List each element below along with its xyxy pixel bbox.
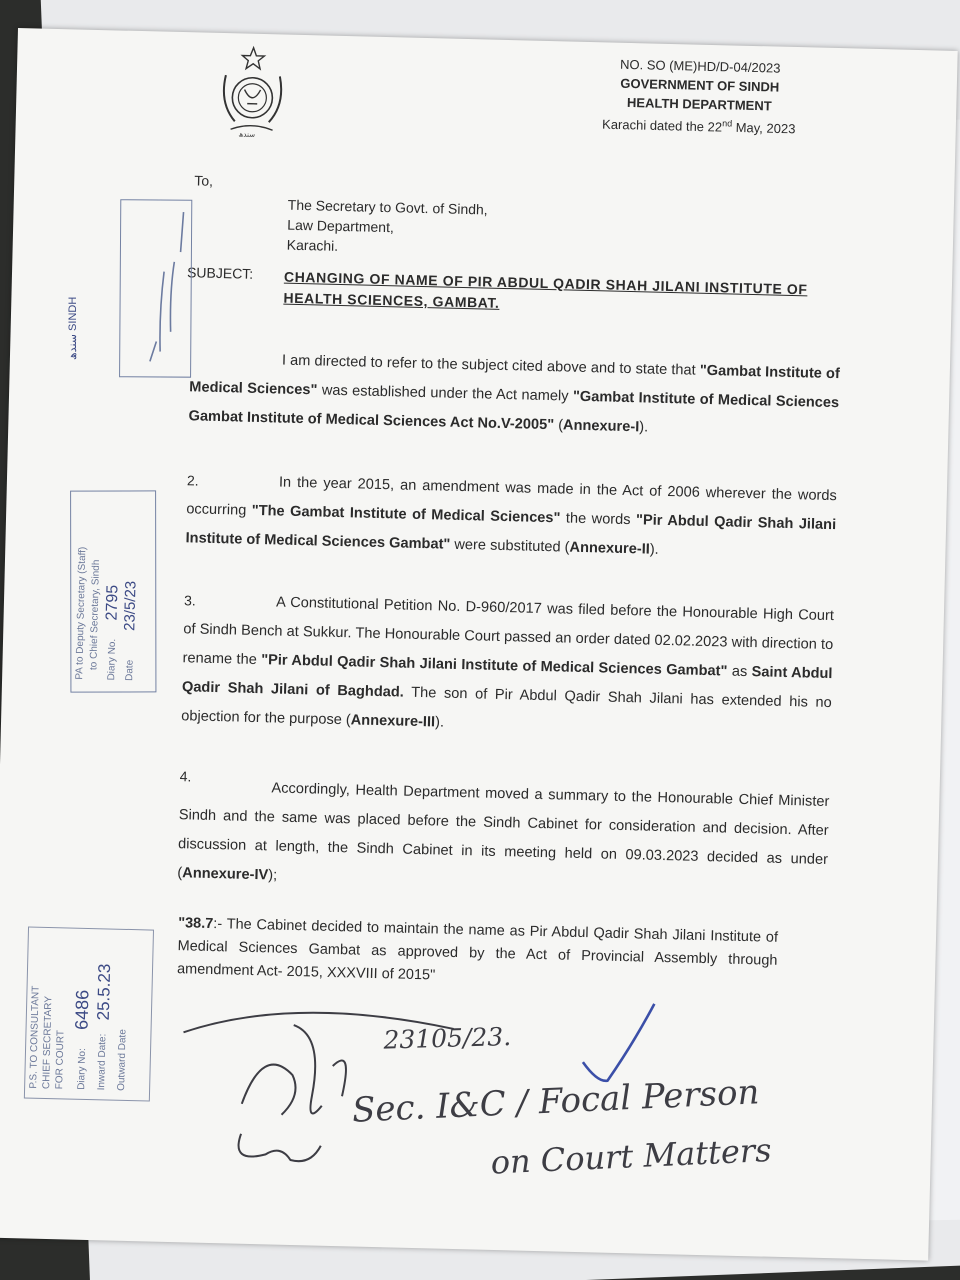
signature-scribble <box>0 28 958 1261</box>
subject-label: SUBJECT: <box>186 264 254 282</box>
to-label: To, <box>194 172 214 189</box>
cabinet-decision-quote: "38.7:- The Cabinet decided to maintain the name as Pir Abdul Qadir Shah Jilani Institute of Medical Sciences Gambat as approved by the Act of Provincial Assembly through amendment Act- 2015, XXXVIII of 2015" <box>176 915 779 984</box>
paragraph-3-number: 3. <box>183 592 196 609</box>
letter-page <box>0 28 958 1261</box>
deputy-secretary-stamp-line2: to Chief Secretary, Sindh <box>88 559 103 671</box>
consultant-diary-label: Diary No: <box>76 1048 89 1091</box>
paragraph-2: In the year 2015, an amendment was made in the Act of 2006 wherever the words occurring "The Gambat Institute of Medical Sciences" the words "Pir Abdul Qadir Shah Jilani Institute of Medical Sciences Gambat" were substituted (Annexure-II). <box>185 474 838 558</box>
consultant-stamp-line3: FOR COURT <box>54 1029 67 1090</box>
paragraph-1: I am directed to refer to the subject cited above and to state that "Gambat Institute of Medical Sciences" was established under the Act namely "Gambat Institute of Medical Sciences Gambat Institute of Medical Sciences Act No.V-2005" (Annexure-I). <box>188 352 840 436</box>
deputy-secretary-date-label: Date <box>124 659 136 682</box>
department-title: HEALTH DEPARTMENT <box>626 94 772 114</box>
consultant-outward-label: Outward Date <box>116 1029 129 1091</box>
checkmark-icon <box>582 1002 654 1082</box>
paragraph-4-number: 4. <box>179 768 192 785</box>
handwritten-note-line2: on Court Matters <box>489 1130 773 1182</box>
deputy-secretary-date-value: 23/5/23 <box>121 580 140 632</box>
deputy-secretary-stamp-line1: PA to Deputy Secretary (Staff) <box>74 546 89 680</box>
letter-date: Karachi dated the 22nd May, 2023 <box>601 116 796 137</box>
consultant-stamp-line2: CHIEF SECRETARY <box>41 995 55 1090</box>
government-title: GOVERNMENT OF SINDH <box>620 75 780 95</box>
side-stamp-fragment: سندھ SINDH <box>67 296 79 360</box>
addressee-line: Karachi. <box>286 236 339 254</box>
subject-text: CHANGING OF NAME OF PIR ABDUL QADIR SHAH JILANI INSTITUTE OF HEALTH SCIENCES, GAMBAT. <box>283 268 808 311</box>
consultant-diary-value: 6486 <box>71 989 93 1031</box>
consultant-inward-label: Inward Date: <box>96 1033 109 1091</box>
reference-number: NO. SO (ME)HD/D-04/2023 <box>619 56 781 76</box>
addressee-line: Law Department, <box>287 216 395 236</box>
deputy-secretary-diary-value: 2795 <box>103 584 122 621</box>
paragraph-3: A Constitutional Petition No. D-960/2017 was filed before the Honourable High Court of Sindh Bench at Sukkur. The Honourable Court passed an order dated 02.02.2023 with direction to rename the "Pir Abdul Qadir Shah Jilani Institute of Medical Sciences Gambat" as Saint Abdul Qadir Shah Jilani of Baghdad. The son of Pir Abdul Qadir Shah Jilani has extended his no objection for the purpose (Annexure-III). <box>181 594 835 731</box>
handwritten-note-line1: Sec. I&C / Focal Person <box>351 1072 761 1131</box>
paragraph-2-number: 2. <box>186 472 199 489</box>
addressee-line: The Secretary to Govt. of Sindh, <box>287 196 488 218</box>
svg-text:سندھ: سندھ <box>238 130 256 139</box>
paragraph-4: Accordingly, Health Department moved a summary to the Honourable Chief Minister Sindh and the same was placed before the Sindh Cabinet for consideration and decision. After discussion at length, the Sindh Cabinet in its meeting held on 09.03.2023 decided as under (Annexure-IV); <box>177 780 830 884</box>
deputy-secretary-diary-label: Diary No. <box>106 638 119 681</box>
handwritten-date: 23105/23. <box>383 1022 512 1055</box>
consultant-inward-value: 25.5.23 <box>93 963 115 1021</box>
consultant-stamp-line1: P.S. TO CONSULTANT <box>28 985 42 1089</box>
